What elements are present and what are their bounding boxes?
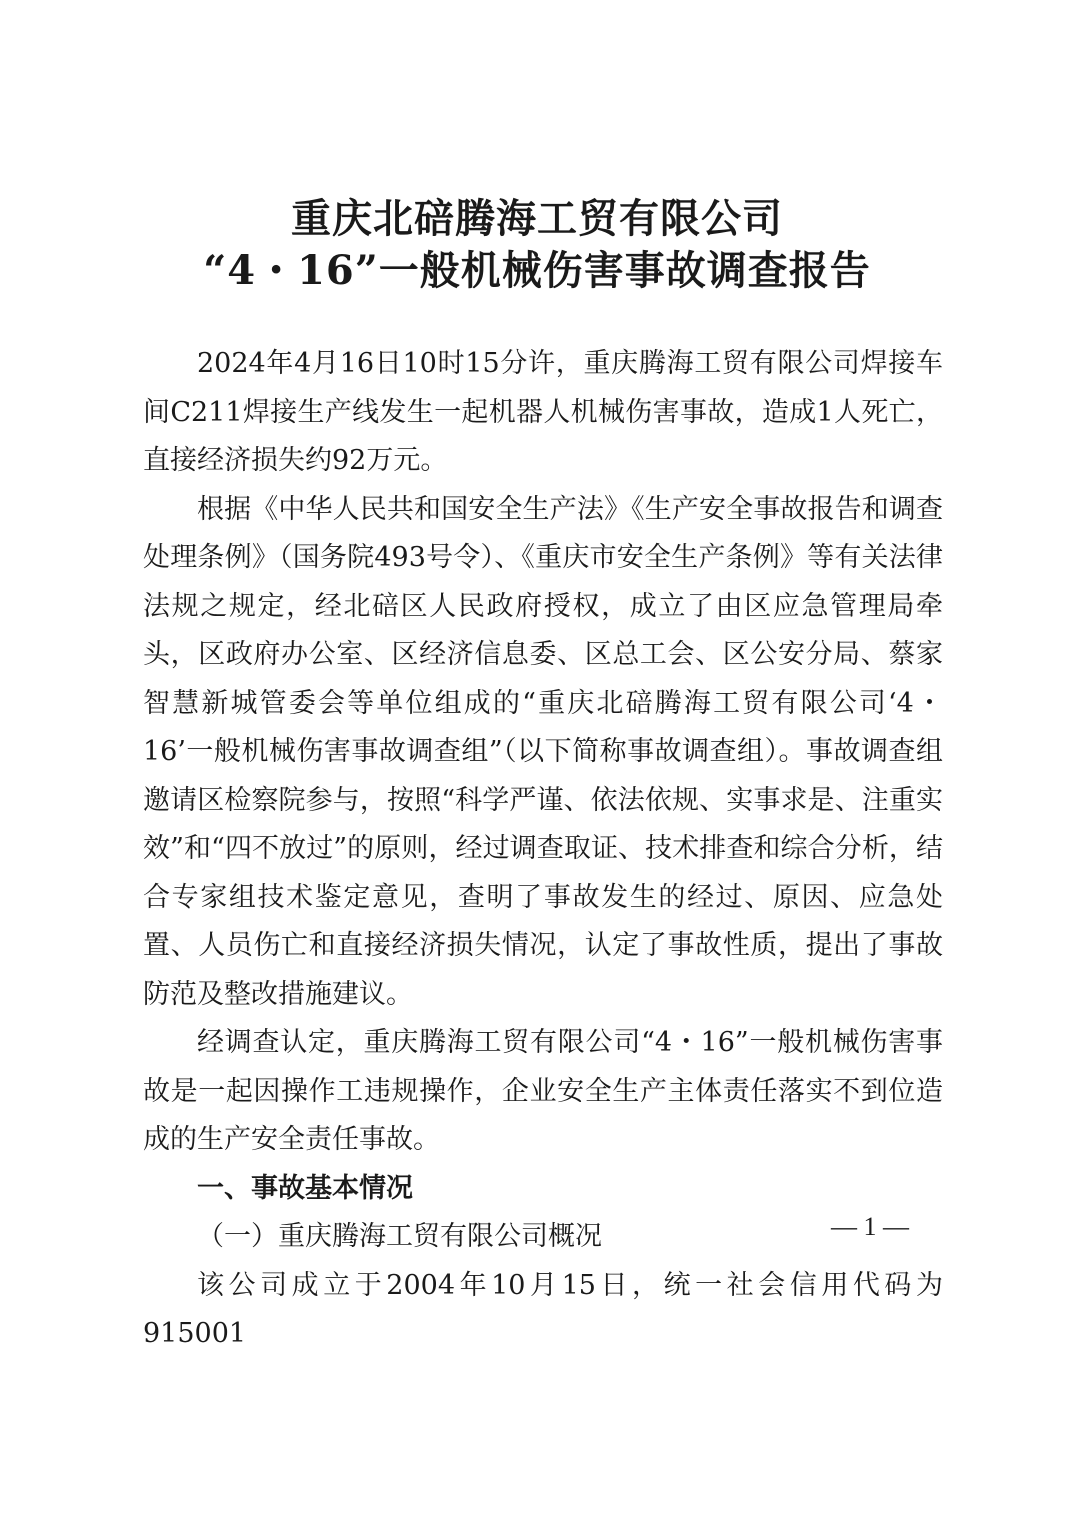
paragraph-investigation-basis: 根据《中华人民共和国安全生产法》《生产安全事故报告和调查处理条例》（国务院493号令）、《重庆市安全生产条例》等有关法律法规之规定，经北碚区人民政府授权，成立了由区应急管理局牵头，区政府办公室、区经济信息委、区总工会、区公安分局、蔡家智慧新城管委会等单位组成的“重庆北碚腾海工贸有限公司‘4・16’一般机械伤害事故调查组”（以下简称事故调查组）。事故调查组邀请区检察院参与，按照“科学严谨、依法依规、实事求是、注重实效”和“四不放过”的原则，经过调查取证、技术排查和综合分析，结合专家组技术鉴定意见，查明了事故发生的经过、原因、应急处置、人员伤亡和直接经济损失情况，认定了事故性质，提出了事故防范及整改措施建议。 <box>143 493 943 1010</box>
page-number: — 1 — <box>831 1212 909 1241</box>
section-heading: 一、事故基本情况 <box>197 1172 413 1204</box>
report-title-line1: 重庆北碚腾海工贸有限公司 <box>291 195 783 242</box>
paragraph-conclusion: 经调查认定，重庆腾海工贸有限公司“4・16”一般机械伤害事故是一起因操作工违规操作，企业安全生产主体责任落实不到位造成的生产安全责任事故。 <box>143 1027 943 1155</box>
subsection-heading: （一）重庆腾海工贸有限公司概况 <box>197 1221 602 1252</box>
paragraph-accident-summary: 2024年4月16日10时15分许，重庆腾海工贸有限公司焊接车间C211焊接生产线发生一起机器人机械伤害事故，造成1人死亡，直接经济损失约92万元。 <box>143 348 943 476</box>
report-body <box>143 340 943 1359</box>
report-title-line2: “4・16”一般机械伤害事故调查报告 <box>203 247 871 294</box>
paragraph-company-info: 该公司成立于2004年10月15日，统一社会信用代码为915001 <box>143 1269 943 1349</box>
